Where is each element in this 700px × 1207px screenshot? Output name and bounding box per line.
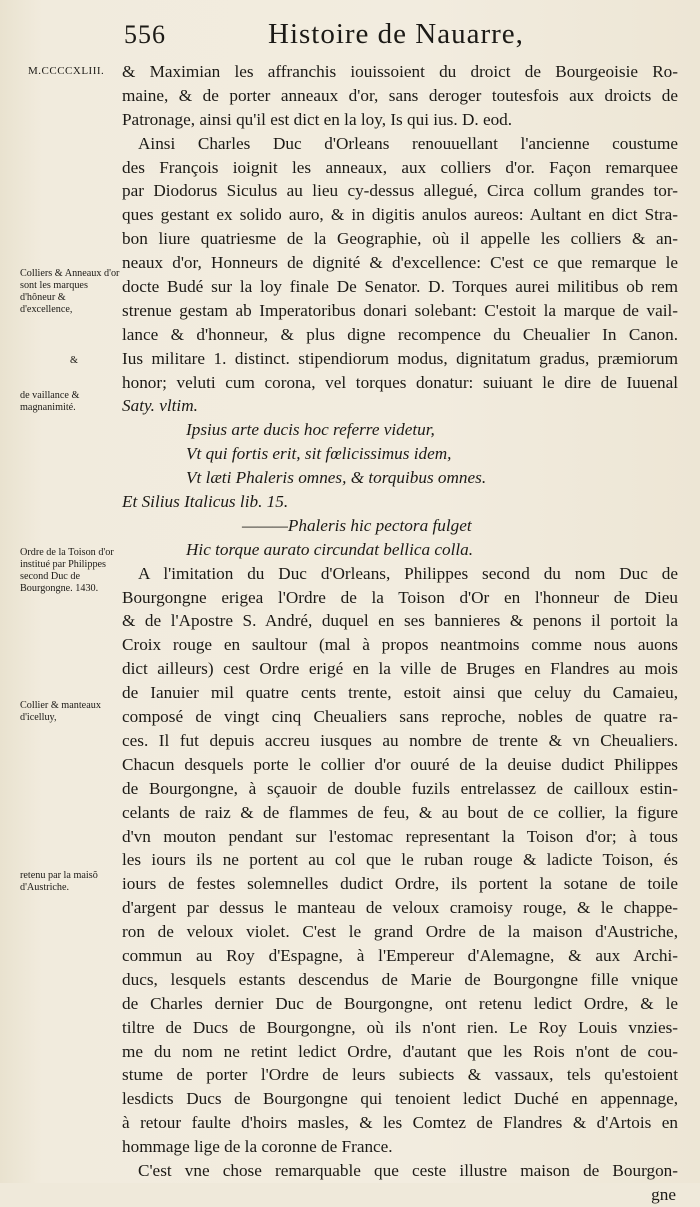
text-line: hommage lige de la coronne de France. [122,1137,393,1157]
text-line: Bourgongne erigea l'Ordre de la Toison d'Or en l'honneur de Dieu [122,587,678,607]
text-line: lance & d'honneur, & plus digne recompence du Cheualier In Canon. [122,324,678,344]
verse-line: Vt qui fortis erit, sit fœlicissimus idem, [186,444,452,464]
sidenote-vaillance: de vaillance & magnanimité. [20,390,80,413]
text-line: d'vn mouton pendant sur l'estomac representant la Toison d'or; à tous [122,826,678,846]
page-number: 556 [124,20,166,49]
text-line: de Ianuier mil quatre cents trente, estoit ainsi que celuy du Camaieu, [122,683,678,703]
text-line: d'argent par dessus le manteau de veloux cramoisy rouge, & le chappe- [122,898,678,918]
text-line: & de l'Apostre S. André, duquel en ses bannieres & penons il portoit la [122,611,678,631]
text-line: me du nom ne retint ledict Ordre, d'autant que les Rois n'ont de cou- [122,1041,678,1061]
text-line: C'est vne chose remarquable que ceste illustre maison de Bourgon- [138,1160,678,1180]
text-line: celants de raiz & de flammes de feu, & au bout de ce collier, la figure [122,802,678,822]
text-line: commun au Roy d'Espagne, à l'Empereur d'Alemagne, & aux Archi- [122,945,678,965]
text-line: ces. Il fut depuis accreu iusques au nombre de trente & vn Cheualiers. [122,730,678,750]
text-line: à retour faulte d'hoirs masles, & les Comtez de Flandres & d'Artois en [122,1113,678,1133]
text-line: & Maximian les affranchis iouissoient du droict de Bourgeoisie Ro- [122,62,678,81]
text-line: neaux d'or, Honneurs de dignité & d'excellence: C'est ce que remarque le [122,253,678,273]
text-line: Saty. vltim. [122,396,198,416]
text-line: de Bourgongne, à sçauoir de double fuzils entrelassez de cailloux estin- [122,778,678,798]
text-line: Ius militare 1. distinct. stipendiorum modus, dignitatum gradus, præmiorum [122,348,678,368]
text-line: ducs, lesquels estants descendus de Marie de Bourgongne fille vnique [122,969,678,989]
text-line: tiltre de Ducs de Bourgongne, où ils n'ont rien. Le Roy Louis vnzies- [122,1017,678,1037]
text-line: lesdicts Ducs de Bourgongne qui tenoient ledict Duché en appennage, [122,1089,678,1109]
verse-line: Vt læti Phaleris omnes, & torquibus omnes. [186,468,487,488]
text-line: strenue gestam ab Imperatoribus donari solebant: C'estoit la marque de vail- [122,300,678,320]
verse-line: Ipsius arte ducis hoc referre videtur, [186,420,435,440]
sidenote-collier-manteaux: Collier & manteaux d'icelluy, [20,700,101,723]
text-line: par Diodorus Siculus au lieu cy-dessus allegué, Circa collum grandes tor- [122,181,678,201]
text-line: Ainsi Charles Duc d'Orleans renouuellant l'ancienne coustume [138,133,678,153]
text-line: dict ailleurs) cest Ordre erigé en la ville de Bruges en Flandres au mois [122,659,678,679]
text-line: iours de festes solemnelles dudict Ordre, ils portent la sotane de toile [122,874,678,894]
text-line: docte Budé sur la loy finale De Senator. D. Torques aurei militibus ob rem [122,277,678,297]
text-line: honor; veluti cum corona, vel torques donatur: suiuant le dire de Iuuenal [122,372,678,392]
running-title: Histoire de Nauarre, [268,18,524,50]
text-line: bon liure quatriesme de la Geographie, où il appelle les colliers & an- [122,229,678,249]
text-line: stume de porter l'Ordre de leurs subiects & vassaux, tels qu'estoient [122,1065,678,1085]
catchword: gne [651,1184,676,1204]
verse-line: ———Phaleris hic pectora fulget [242,515,472,535]
text-line: maine, & de porter anneaux d'or, sans deroger toutesfois aux droicts de [122,85,678,105]
sidenote-ampersand: & [70,355,78,366]
text-line: Patronage, ainsi qu'il est dict en la loy, Is qui ius. D. eod. [122,109,513,129]
text-line: Et Silius Italicus lib. 15. [122,492,289,512]
sidenote-ordre-toison: Ordre de la Toison d'or institué par Philippes second Duc de Bourgongne. 1430. [20,547,114,594]
text-line: composé de vingt cinq Cheualiers sans reproche, nobles de quatre ra- [122,707,678,727]
text-line: Chacun desquels porte le collier d'or ouuré de la deuise dudict Philippes [122,754,678,774]
text-line: de Charles dernier Duc de Bourgongne, ont retenu ledict Ordre, & le [122,993,678,1013]
main-text [122,60,678,1207]
text-line: des François ioignit les anneaux, aux colliers d'or. Façon remarquee [122,157,678,177]
text-line: ques gestant ex solido auro, & in digitis anulos aureos: Aultant en dict Stra- [122,205,678,225]
sidenote-austriche: retenu par la maisõ d'Austriche. [20,870,98,893]
page-header [0,14,700,58]
text-line: ron de veloux violet. C'est le grand Ordre de la maison d'Austriche, [122,922,678,942]
sidenote-colliers: Colliers & Anneaux d'or sont les marques d'hôneur & d'excellence, [20,268,120,315]
verse-line: Hic torque aurato circundat bellica colla. [186,539,474,559]
margin-year: M.CCCCXLIII. [28,65,105,77]
text-line: les iours ils ne portent au col que le ruban rouge & ladicte Toison, és [122,850,678,870]
text-line: Croix rouge en saultour (mal à propos neantmoins comme nous auons [122,635,678,655]
text-line: A l'imitation du Duc d'Orleans, Philippes second du nom Duc de [138,563,678,583]
